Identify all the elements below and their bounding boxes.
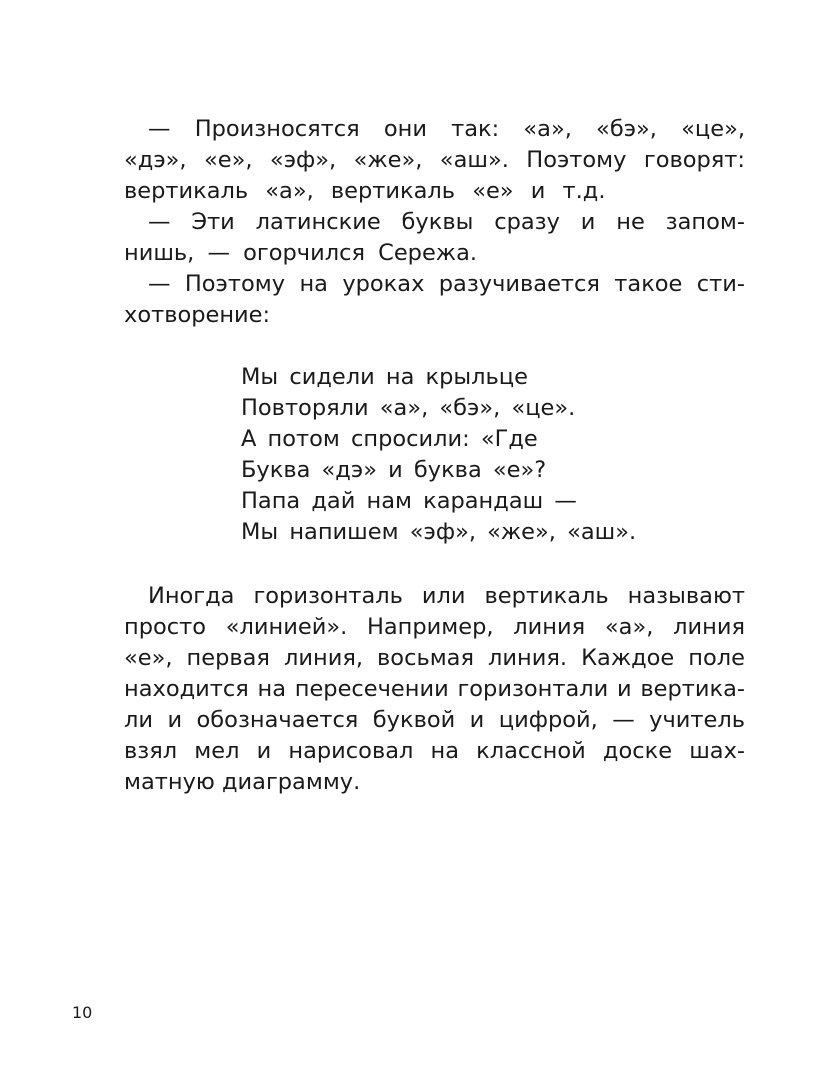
paragraph-line: Иногда горизонталь или вертикаль называют	[148, 583, 745, 609]
paragraph-line: находится на пересечении горизонтали и вертика-	[124, 676, 745, 702]
dialogue-line: — Произносятся они так: «а», «бэ», «це»,	[148, 116, 745, 142]
dialogue-line: — Поэтому на уроках разучивается такое сти-	[148, 271, 745, 297]
poem-line: Повторяли «а», «бэ», «це».	[241, 395, 576, 421]
poem-line: Мы напишем «эф», «же», «аш».	[241, 519, 637, 545]
paragraph-line: просто «линией». Например, линия «а», линия	[124, 614, 745, 640]
poem-line: Буква «дэ» и буква «е»?	[241, 457, 547, 483]
poem-line: Мы сидели на крыльце	[241, 364, 528, 390]
paragraph-line: матную диаграмму.	[124, 769, 361, 795]
paragraph-line: ли и обозначается буквой и цифрой, — учитель	[124, 707, 745, 733]
page-number: 10	[72, 1003, 93, 1022]
dialogue-line: хотворение:	[124, 302, 271, 328]
poem-line: А потом спросили: «Где	[241, 426, 538, 452]
paragraph-line: взял мел и нарисовал на классной доске шах-	[124, 738, 745, 764]
dialogue-line: вертикаль «а», вертикаль «е» и т.д.	[124, 178, 606, 204]
paragraph-line: «е», первая линия, восьмая линия. Каждое поле	[124, 645, 745, 671]
dialogue-line: нишь, — огорчился Сережа.	[124, 240, 478, 266]
dialogue-line: «дэ», «е», «эф», «же», «аш». Поэтому говорят:	[124, 147, 745, 173]
poem-line: Папа дай нам карандаш —	[241, 488, 577, 514]
dialogue-line: — Эти латинские буквы сразу и не запом-	[148, 209, 745, 235]
